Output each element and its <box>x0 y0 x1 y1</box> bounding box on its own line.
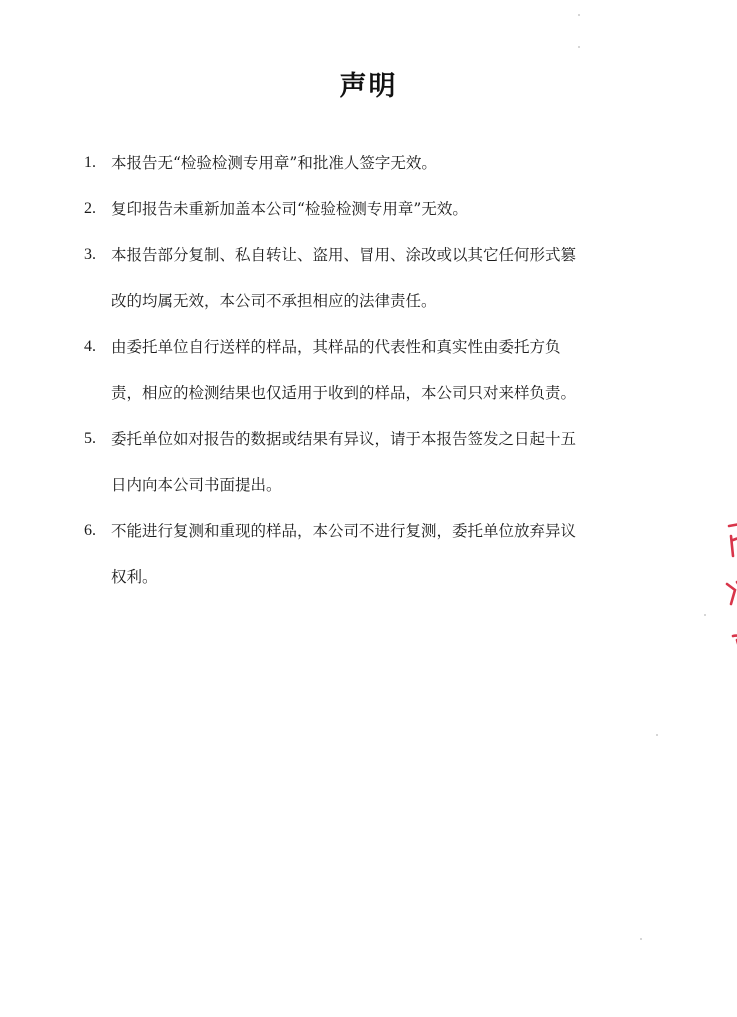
notice-text: 委托单位如对报告的数据或结果有异议，请于本报告签发之日起十五 日内向本公司书面提出。 <box>111 430 577 494</box>
notice-list <box>84 140 669 600</box>
notice-item-3 <box>84 232 669 324</box>
notice-number: 6. <box>84 522 96 539</box>
scan-speck <box>704 614 706 616</box>
notice-item-4 <box>84 324 669 416</box>
notice-item-5 <box>84 416 669 508</box>
seal-stamp-fragment <box>721 512 737 682</box>
notice-text: 复印报告未重新加盖本公司“检验检测专用章”无效。 <box>111 200 468 218</box>
notice-number: 3. <box>84 246 96 263</box>
scan-speck <box>578 46 580 48</box>
scan-speck <box>656 734 658 736</box>
scan-speck <box>578 14 580 16</box>
notice-text: 本报告部分复制、私自转让、盗用、冒用、涂改或以其它任何形式篡 改的均属无效，本公司不承担相应的法律责任。 <box>111 246 577 310</box>
notice-number: 5. <box>84 430 96 447</box>
notice-number: 1. <box>84 154 96 171</box>
notice-number: 4. <box>84 338 96 355</box>
page-title: 声明 <box>339 71 398 102</box>
notice-item-6 <box>84 508 669 600</box>
notice-number: 2. <box>84 200 96 217</box>
notice-text: 由委托单位自行送样的样品，其样品的代表性和真实性由委托方负 责，相应的检测结果也仅适用于收到的样品，本公司只对来样负责。 <box>111 338 577 402</box>
notice-text: 不能进行复测和重现的样品，本公司不进行复测，委托单位放弃异议 权利。 <box>111 522 577 586</box>
notice-item-2 <box>84 186 669 232</box>
notice-text: 本报告无“检验检测专用章”和批准人签字无效。 <box>111 154 437 172</box>
notice-item-1 <box>84 140 669 186</box>
scan-speck <box>640 938 642 940</box>
